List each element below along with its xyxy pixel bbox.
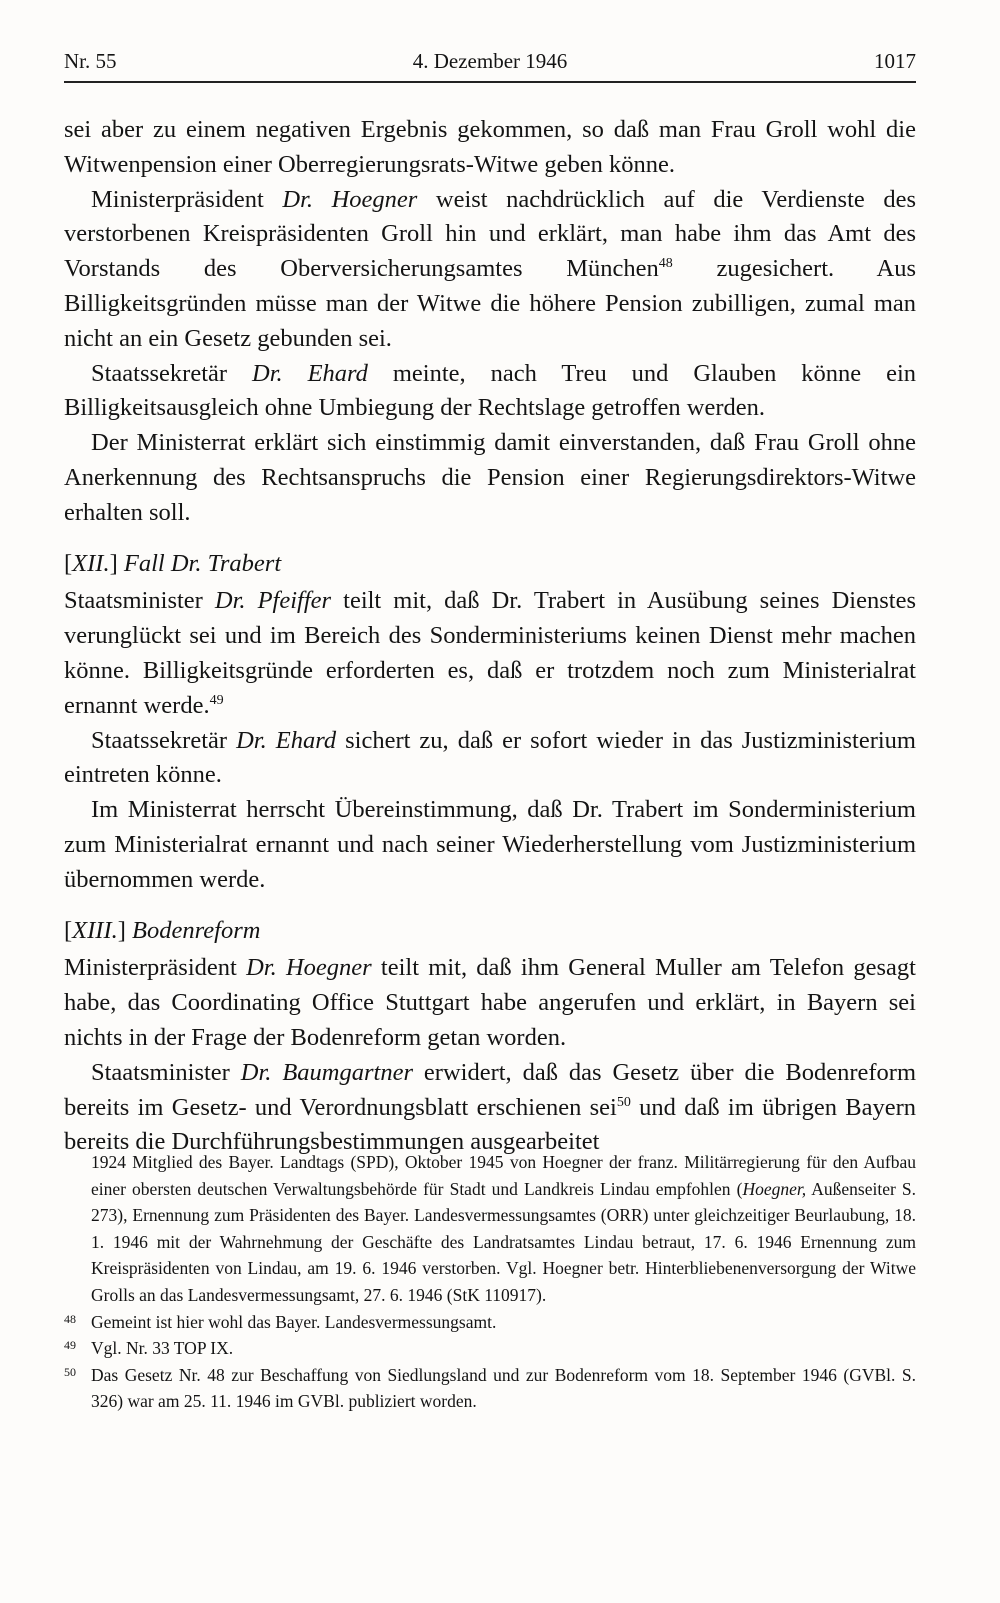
footnote-number: 50 xyxy=(64,1364,76,1379)
footnote-48 xyxy=(64,1309,916,1336)
speaker-name: Dr. Pfeiffer xyxy=(214,587,332,615)
bracket-close: ] xyxy=(109,549,124,577)
section-number: XII. xyxy=(72,549,110,577)
paragraph-2 xyxy=(64,183,916,357)
footnotes xyxy=(64,1149,916,1415)
section-heading-xii xyxy=(64,547,916,582)
paragraph-9 xyxy=(64,1056,916,1160)
speaker-name: Dr. Baumgartner xyxy=(240,1058,413,1086)
running-header xyxy=(64,44,916,78)
speaker-name: Dr. Hoegner xyxy=(246,954,372,982)
paragraph-text: Der Ministerrat erklärt sich einstimmig damit einverstanden, daß Frau Groll ohne Anerkennung des Rechtsanspruchs die Pension einer Regierungsdirektors-Witwe erhalten soll. xyxy=(64,429,916,526)
paragraph-4 xyxy=(64,426,916,530)
footnote-text: Das Gesetz Nr. 48 zur Beschaffung von Siedlungsland und zur Bodenreform vom 18. September 1946 (GVBl. S. 326) war am 25. 11. 1946 im GVBl. publiziert worden. xyxy=(91,1364,916,1412)
paragraph-6 xyxy=(64,724,916,794)
footnote-text: Außenseiter S. 273), Ernennung zum Präsidenten des Bayer. Landesvermessungsamtes (ORR) unter gleichzeitiger Beurlaubung, 18. 1. 1946 mit der Wahrnehmung der Geschäfte des Landratsamtes Lindau betraut, 17. 6. 1946 Ernennung zum Kreispräsidenten von Lindau, am 19. 6. 1946 verstorben. Vgl. Hoegner betr. Hinterbliebenenversorgung der Witwe Grolls an das Landesvermessungsamt, 27. 6. 1946 (StK 110917). xyxy=(91,1178,916,1305)
main-text xyxy=(64,113,916,1160)
bracket-close: ] xyxy=(117,916,133,944)
footnote-number: 49 xyxy=(64,1338,76,1353)
paragraph-text: Im Ministerrat herrscht Übereinstimmung, daß Dr. Trabert im Sonderministerium zum Ministerialrat ernannt und nach seiner Wiederherstellung vom Justizministerium übernommen werde. xyxy=(64,796,916,893)
footnote-text: 1924 Mitglied des Bayer. Landtags (SPD), Oktober 1945 von Hoegner der franz. Militärregierung für den Aufbau einer obersten deutschen Verwaltungsbehörde für Stadt und Landkreis Lindau empfohlen ( xyxy=(91,1152,916,1199)
footnote-50 xyxy=(64,1362,916,1415)
footnote-49 xyxy=(64,1335,916,1362)
paragraph-text: meinte, nach Treu und Glauben könne ein Billigkeitsausgleich ohne Umbiegung der Rechtslage getroffen werden. xyxy=(64,359,917,422)
footnote-text: Vgl. Nr. 33 TOP IX. xyxy=(91,1338,234,1359)
speaker-role: Staatsminister xyxy=(91,1058,241,1086)
section-number: XIII. xyxy=(72,916,118,944)
page-number: 1017 xyxy=(874,49,916,73)
footnote-continuation xyxy=(64,1149,916,1309)
paragraph-7 xyxy=(64,793,916,897)
paragraph-text: erwidert, daß das Gesetz über die Bodenreform bereits im Gesetz- und Verordnungsblatt erschienen sei xyxy=(64,1058,916,1121)
footnote-number: 48 xyxy=(64,1311,76,1326)
header-date: 4. Dezember 1946 xyxy=(412,49,568,73)
speaker-role: Ministerpräsident xyxy=(64,954,247,982)
speaker-name: Dr. Ehard xyxy=(236,726,337,754)
speaker-role: Staatssekretär xyxy=(91,359,252,387)
footnote-ref-48[interactable]: 48 xyxy=(658,256,673,272)
speaker-role: Ministerpräsident xyxy=(91,185,283,213)
paragraph-8 xyxy=(64,951,916,1055)
footnote-ref-49[interactable]: 49 xyxy=(209,692,224,708)
speaker-role: Staatssekretär xyxy=(91,726,237,754)
speaker-name: Dr. Hoegner xyxy=(282,185,418,213)
paragraph-text: zugesichert. Aus Billigkeitsgründen müsse man der Witwe die höhere Pension zubilligen, zumal man nicht an ein Gesetz gebunden sei. xyxy=(64,255,916,352)
speaker-role: Staatsminister xyxy=(64,587,215,615)
paragraph-text: sichert zu, daß er sofort wieder in das Justizministerium eintreten könne. xyxy=(64,726,916,789)
section-title: Bodenreform xyxy=(132,916,261,944)
footnote-author: Hoegner, xyxy=(742,1178,807,1199)
section-title: Fall Dr. Trabert xyxy=(123,549,282,577)
paragraph-text: teilt mit, daß Dr. Trabert in Ausübung seines Dienstes verunglückt sei und im Bereich des Sonderministeriums keinen Dienst mehr machen könne. Billigkeitsgründe erforderten es, daß er trotzdem noch zum Ministerialrat ernannt werde. xyxy=(64,587,916,719)
paragraph-3 xyxy=(64,357,916,427)
paragraph-5 xyxy=(64,584,916,723)
speaker-name: Dr. Ehard xyxy=(252,359,368,387)
bracket-open: [ xyxy=(64,916,73,944)
bracket-open: [ xyxy=(64,549,73,577)
footnote-text: Gemeint ist hier wohl das Bayer. Landesvermessungsamt. xyxy=(91,1311,497,1332)
section-heading-xiii xyxy=(64,914,916,949)
paragraph-text: sei aber zu einem negativen Ergebnis gekommen, so daß man Frau Groll wohl die Witwenpension einer Oberregierungsrats-Witwe geben könne. xyxy=(64,116,916,178)
footnote-ref-50[interactable]: 50 xyxy=(616,1094,631,1110)
document-number: Nr. 55 xyxy=(64,49,117,73)
paragraph-1 xyxy=(64,113,916,183)
header-rule xyxy=(64,81,916,83)
paragraph-text: teilt mit, daß ihm General Muller am Telefon gesagt habe, das Coordinating Office Stuttgart habe angerufen und erklärt, in Bayern sei nichts in der Frage der Bodenreform getan worden. xyxy=(64,954,916,1051)
paragraph-text: und daß im übrigen Bayern bereits die Durchführungsbestimmungen ausgearbeitet xyxy=(64,1093,916,1156)
paragraph-text: weist nachdrücklich auf die Verdienste des verstorbenen Kreispräsidenten Groll hin und erklärt, man habe ihm das Amt des Vorstands des Oberversicherungsamtes München xyxy=(64,185,916,283)
